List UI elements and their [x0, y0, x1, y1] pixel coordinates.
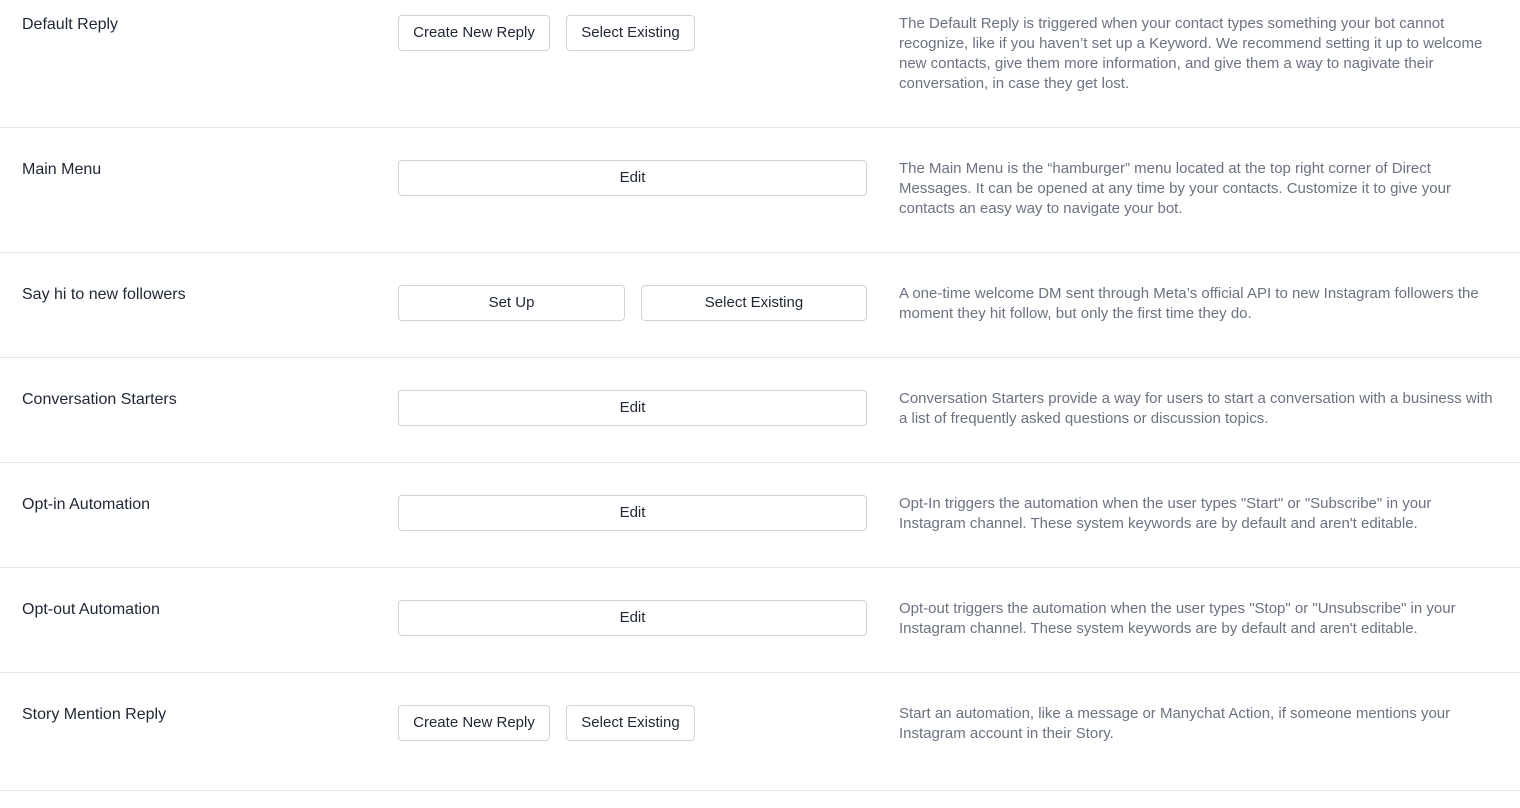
create-new-reply-button[interactable]: Create New Reply [398, 15, 550, 51]
row-title: Default Reply [22, 16, 119, 33]
row-description: Conversation Starters provide a way for users to start a conversation with a business with a list of frequently asked questions or discussion topics. [899, 390, 1493, 427]
row-default-reply [0, 0, 1520, 128]
row-actions [398, 705, 867, 741]
select-existing-button[interactable]: Select Existing [641, 285, 867, 321]
row-actions [398, 160, 867, 196]
row-actions [398, 285, 867, 321]
edit-button[interactable]: Edit [398, 600, 867, 636]
edit-button[interactable]: Edit [398, 390, 867, 426]
edit-button[interactable]: Edit [398, 495, 867, 531]
row-say-hi-new-followers [0, 253, 1520, 358]
row-title: Opt-in Automation [22, 496, 151, 513]
row-opt-out-automation [0, 568, 1520, 673]
row-story-mention-reply [0, 673, 1520, 791]
row-actions [398, 390, 867, 426]
row-actions [398, 495, 867, 531]
row-actions [398, 600, 867, 636]
row-conversation-starters [0, 358, 1520, 463]
select-existing-button[interactable]: Select Existing [566, 705, 695, 741]
row-description: Start an automation, like a message or Manychat Action, if someone mentions your Instagram account in their Story. [899, 705, 1451, 742]
row-title: Opt-out Automation [22, 601, 160, 618]
row-description: Opt-In triggers the automation when the user types "Start" or "Subscribe" in your Instagram channel. These system keywords are by default and aren't editable. [899, 495, 1432, 532]
create-new-reply-button[interactable]: Create New Reply [398, 705, 550, 741]
row-description: Opt-out triggers the automation when the user types "Stop" or "Unsubscribe" in your Instagram channel. These system keywords are by default and aren't editable. [899, 600, 1456, 637]
row-title: Say hi to new followers [22, 286, 186, 303]
row-description: A one-time welcome DM sent through Meta’s official API to new Instagram followers the moment they hit follow, but only the first time they do. [899, 285, 1479, 322]
row-description: The Main Menu is the “hamburger” menu located at the top right corner of Direct Messages. It can be opened at any time by your contacts. Customize it to give your contacts an easy way to navigate your bot. [899, 160, 1451, 217]
row-title: Story Mention Reply [22, 706, 167, 723]
row-title: Main Menu [22, 161, 102, 178]
row-opt-in-automation [0, 463, 1520, 568]
row-main-menu [0, 128, 1520, 253]
row-title: Conversation Starters [22, 391, 177, 408]
row-actions [398, 15, 867, 51]
row-description: The Default Reply is triggered when your contact types something your bot cannot recognize, like if you haven’t set up a Keyword. We recommend setting it up to welcome new contacts, give them more information, and give them a way to nagivate their conversation, in case they get lost. [899, 15, 1483, 92]
edit-button[interactable]: Edit [398, 160, 867, 196]
select-existing-button[interactable]: Select Existing [566, 15, 695, 51]
set-up-button[interactable]: Set Up [398, 285, 625, 321]
